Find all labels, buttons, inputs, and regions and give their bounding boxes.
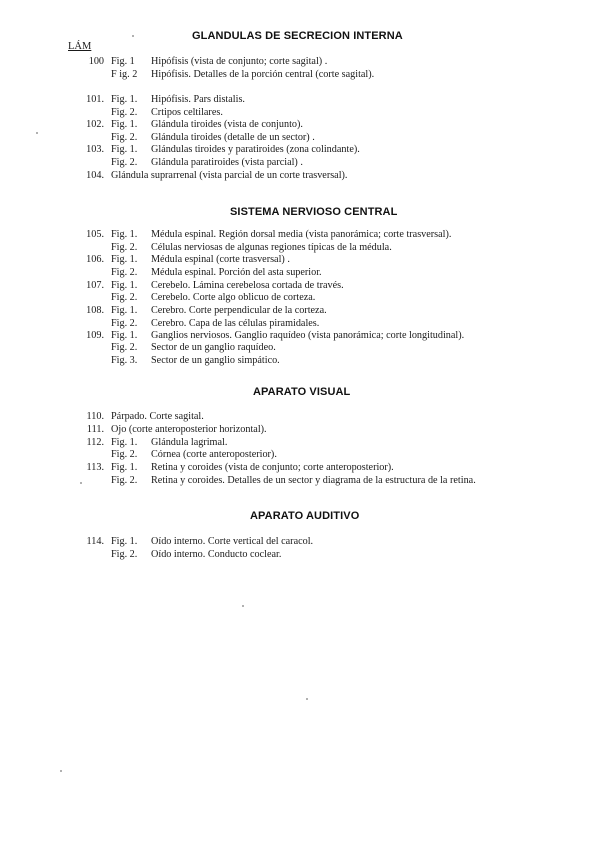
- index-row: [0, 254, 600, 266]
- section-heading: GLANDULAS DE SECRECION INTERNA: [192, 30, 403, 42]
- index-row: [0, 318, 600, 330]
- index-row: [0, 132, 600, 144]
- plate-number: 100: [88, 56, 104, 67]
- index-row: [0, 242, 600, 254]
- plate-number: 109.: [86, 330, 104, 341]
- index-row: [0, 280, 600, 292]
- figure-label: F ig. 2: [111, 69, 138, 80]
- figure-description: Glándula lagrimal.: [151, 437, 228, 448]
- figure-description: Ganglios nerviosos. Ganglio raquídeo (vista panorámica; corte longitudinal).: [151, 330, 465, 341]
- section-heading: APARATO VISUAL: [253, 386, 351, 398]
- index-row: [0, 157, 600, 169]
- figure-description: Médula espinal. Región dorsal media (vista panorámica; corte trasversal).: [151, 229, 452, 240]
- plate-number: 106.: [86, 254, 104, 265]
- plate-number: 113.: [86, 462, 104, 473]
- index-row: [0, 355, 600, 367]
- figure-description: Cerebro. Corte perpendicular de la corteza.: [151, 305, 327, 316]
- lam-column-label: LÁM: [68, 41, 92, 52]
- plate-number: 112.: [86, 437, 104, 448]
- figure-label: Fig. 2.: [111, 475, 138, 486]
- index-row: [0, 437, 600, 449]
- index-row: [0, 536, 600, 548]
- figure-label: Fig. 1: [111, 56, 135, 67]
- figure-label: Fig. 1.: [111, 536, 138, 547]
- figure-description: Hipófisis (vista de conjunto; corte sagital) .: [151, 56, 328, 67]
- index-row: [0, 107, 600, 119]
- figure-description: Hipófisis. Pars distalis.: [151, 94, 245, 105]
- scan-speck: [60, 770, 62, 772]
- plate-number: 110.: [86, 411, 104, 422]
- figure-label: Fig. 2.: [111, 342, 138, 353]
- figure-description: Sector de un ganglio simpático.: [151, 355, 280, 366]
- plate-number: 105.: [86, 229, 104, 240]
- figure-label: Fig. 3.: [111, 355, 138, 366]
- scan-speck: [242, 605, 244, 607]
- figure-label: Fig. 1.: [111, 330, 138, 341]
- scan-speck: [132, 35, 134, 37]
- figure-label: Fig. 2.: [111, 318, 138, 329]
- scan-speck: [306, 698, 308, 700]
- figure-label: Fig. 1.: [111, 144, 138, 155]
- index-row: [0, 94, 600, 106]
- figure-description: Glándula suprarrenal (vista parcial de un corte trasversal).: [111, 170, 348, 181]
- figure-description: Glándula tiroides (vista de conjunto).: [151, 119, 303, 130]
- figure-label: Fig. 1.: [111, 94, 138, 105]
- plate-number: 101.: [86, 94, 104, 105]
- figure-label: Fig. 1.: [111, 119, 138, 130]
- index-row: [0, 267, 600, 279]
- index-row: [0, 305, 600, 317]
- index-row: [0, 462, 600, 474]
- figure-label: Fig. 1.: [111, 462, 138, 473]
- figure-label: Fig. 2.: [111, 549, 138, 560]
- section-heading: APARATO AUDITIVO: [250, 510, 360, 522]
- figure-description: Glándulas tiroides y paratiroides (zona colindante).: [151, 144, 360, 155]
- index-row: [0, 424, 600, 436]
- figure-description: Sector de un ganglio raquídeo.: [151, 342, 276, 353]
- figure-description: Retina y coroides. Detalles de un sector y diagrama de la estructura de la retina.: [151, 475, 476, 486]
- figure-description: Retina y coroides (vista de conjunto; corte anteroposterior).: [151, 462, 394, 473]
- index-row: [0, 342, 600, 354]
- figure-label: Fig. 1.: [111, 254, 138, 265]
- plate-number: 111.: [86, 424, 104, 435]
- figure-description: Médula espinal (corte trasversal) .: [151, 254, 290, 265]
- figure-label: Fig. 1.: [111, 437, 138, 448]
- scan-speck: [36, 132, 38, 134]
- figure-description: Médula espinal. Porción del asta superior.: [151, 267, 322, 278]
- figure-label: Fig. 1.: [111, 280, 138, 291]
- figure-description: Glándula paratiroides (vista parcial) .: [151, 157, 303, 168]
- index-row: [0, 229, 600, 241]
- figure-description: Cerebro. Capa de las células piramidales.: [151, 318, 320, 329]
- figure-label: Fig. 2.: [111, 267, 138, 278]
- index-row: [0, 119, 600, 131]
- figure-label: Fig. 2.: [111, 157, 138, 168]
- figure-label: Fig. 2.: [111, 242, 138, 253]
- plate-number: 102.: [86, 119, 104, 130]
- index-row: [0, 475, 600, 487]
- section-heading: SISTEMA NERVIOSO CENTRAL: [230, 206, 398, 218]
- figure-description: Párpado. Corte sagital.: [111, 411, 204, 422]
- figure-label: Fig. 2.: [111, 107, 138, 118]
- figure-description: Glándula tiroides (detalle de un sector) .: [151, 132, 315, 143]
- scan-speck: [80, 482, 82, 484]
- figure-description: Oído interno. Conducto coclear.: [151, 549, 282, 560]
- index-row: [0, 292, 600, 304]
- figure-description: Cerebelo. Lámina cerebelosa cortada de través.: [151, 280, 344, 291]
- figure-label: Fig. 1.: [111, 305, 138, 316]
- figure-description: Células nerviosas de algunas regiones típicas de la médula.: [151, 242, 392, 253]
- index-row: [0, 144, 600, 156]
- figure-description: Crtipos celtilares.: [151, 107, 223, 118]
- plate-number: 103.: [86, 144, 104, 155]
- plate-number: 104.: [86, 170, 104, 181]
- figure-label: Fig. 2.: [111, 449, 138, 460]
- figure-description: Oído interno. Corte vertical del caracol.: [151, 536, 314, 547]
- figure-label: Fig. 2.: [111, 292, 138, 303]
- index-row: [0, 411, 600, 423]
- index-row: [0, 170, 600, 182]
- plate-number: 107.: [86, 280, 104, 291]
- figure-label: Fig. 1.: [111, 229, 138, 240]
- plate-number: 108.: [86, 305, 104, 316]
- figure-label: Fig. 2.: [111, 132, 138, 143]
- figure-description: Cerebelo. Corte algo oblicuo de corteza.: [151, 292, 316, 303]
- index-row: [0, 69, 600, 81]
- figure-description: Hipófisis. Detalles de la porción central (corte sagital).: [151, 69, 375, 80]
- index-row: [0, 56, 600, 68]
- index-row: [0, 330, 600, 342]
- figure-description: Córnea (corte anteroposterior).: [151, 449, 277, 460]
- index-row: [0, 549, 600, 561]
- plate-number: 114.: [86, 536, 104, 547]
- index-row: [0, 449, 600, 461]
- figure-description: Ojo (corte anteroposterior horizontal).: [111, 424, 267, 435]
